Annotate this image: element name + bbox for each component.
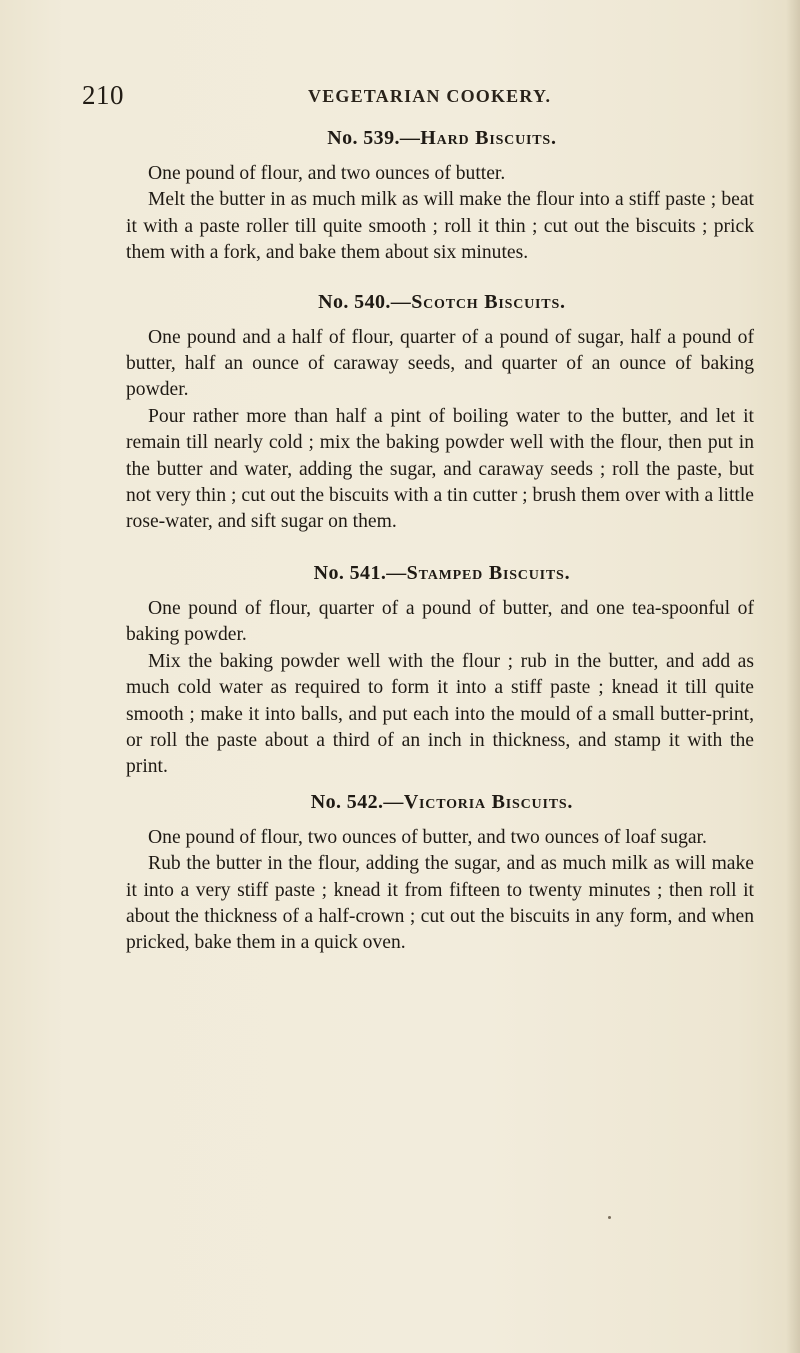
recipe-539 bbox=[126, 125, 754, 267]
recipe-method: Pour rather more than half a pint of boiling water to the butter, and let it remain till nearly cold ; mix the baking powder well with the flour, then put in the butter and water, adding the sugar, and caraway seeds ; roll the paste, but not very thin ; cut out the biscuits with a tin cutter ; brush them over with a little rose-water, and sift sugar on them. bbox=[126, 405, 754, 533]
recipe-name: Scotch Biscuits. bbox=[411, 290, 566, 313]
page-edge-shadow bbox=[786, 0, 800, 1353]
page-number: 210 bbox=[82, 80, 124, 110]
recipe-method: Melt the butter in as much milk as will make the flour into a stiff paste ; beat it with a paste roller till quite smooth ; roll it thin ; cut out the biscuits ; prick them with a fork, and bake them about six minutes. bbox=[126, 189, 754, 264]
recipe-ingredients: One pound of flour, and two ounces of butter. bbox=[148, 163, 506, 184]
recipe-number: No. 540. bbox=[318, 290, 391, 313]
title-dash: — bbox=[399, 127, 421, 149]
recipe-title bbox=[126, 560, 754, 586]
recipe-541 bbox=[126, 560, 754, 781]
recipe-number: No. 542. bbox=[310, 790, 384, 813]
recipe-method: Rub the butter in the flour, adding the sugar, and as much milk as will make it into a very stiff paste ; knead it from fifteen to twenty minutes ; then roll it about the thickness of a half-crown ; cut out the biscuits in any form, and when pricked, bake them in a quick oven. bbox=[126, 853, 754, 954]
title-dash: — bbox=[386, 561, 407, 584]
page-content bbox=[126, 125, 754, 957]
title-dash: — bbox=[383, 790, 404, 813]
recipe-name: Hard Biscuits. bbox=[420, 127, 557, 149]
recipe-540 bbox=[126, 289, 754, 536]
recipe-method: Mix the baking powder well with the flour ; rub in the butter, and add as much cold water as required to form it into a stiff paste ; knead it till quite smooth ; make it into balls, and put each into the mould of a small butter-print, or roll the paste about a third of an inch in thickness, and stamp it with the print. bbox=[126, 650, 754, 778]
recipe-title bbox=[126, 125, 754, 151]
recipe-ingredients: One pound and a half of flour, quarter of a pound of sugar, half a pound of butter, half an ounce of caraway seeds, and quarter of an ounce of baking powder. bbox=[126, 326, 754, 401]
recipe-title bbox=[126, 789, 754, 815]
recipe-name: Stamped Biscuits. bbox=[406, 561, 571, 584]
recipe-title bbox=[126, 289, 754, 315]
page-header bbox=[0, 82, 800, 112]
recipe-number: No. 539. bbox=[327, 127, 400, 149]
recipe-ingredients: One pound of flour, two ounces of butter, and two ounces of loaf sugar. bbox=[148, 826, 707, 848]
title-dash: — bbox=[390, 290, 412, 313]
recipe-number: No. 541. bbox=[313, 561, 387, 584]
recipe-ingredients: One pound of flour, quarter of a pound of butter, and one tea-spoonful of baking powder. bbox=[126, 597, 754, 646]
recipe-542 bbox=[126, 789, 754, 957]
running-head: VEGETARIAN COOKERY. bbox=[308, 86, 552, 106]
recipe-name: Victoria Biscuits. bbox=[403, 790, 574, 813]
ink-speck bbox=[608, 1216, 611, 1219]
